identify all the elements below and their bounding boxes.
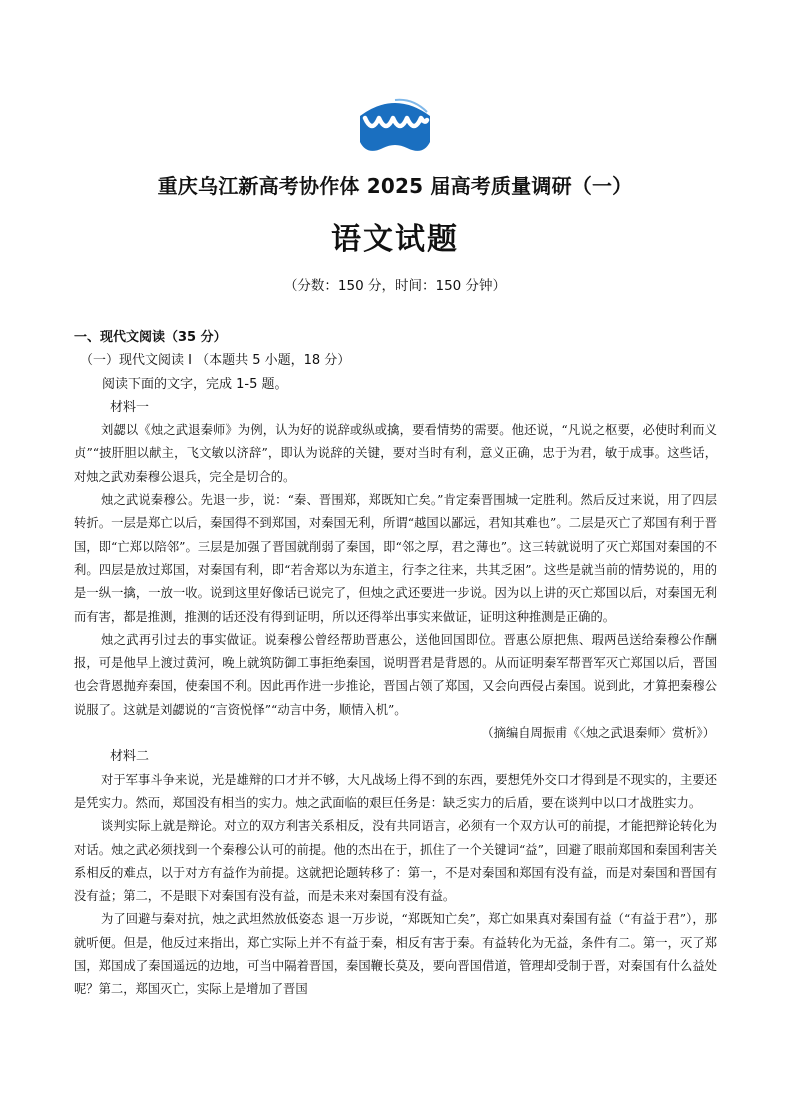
subject-title: 语文试题 [331, 222, 459, 257]
material-2-label: 材料二 [110, 749, 150, 765]
material-1-label: 材料一 [110, 399, 150, 415]
material-2-paragraph: 对于军事斗争来说，光是雄辩的口才并不够，大凡战场上得不到的东西，要想凭外交口才得到是不现实的，主要还是凭实力。然而，郑国没有相当的实力。烛之武面临的艰巨任务是：缺乏实力的后盾，要在谈判中以口才战胜实力。 [74, 772, 717, 810]
exam-meta: （分数：150 分，时间：150 分钟） [283, 278, 507, 294]
material-2-paragraph: 为了回避与秦对抗，烛之武坦然放低姿态 退一万步说，“郑既知亡矣”，郑亡如果真对秦国有益（“有益于君”），那就听便。但是，他反过来指出，郑亡实际上并不有益于秦，相反有害于秦。有益转化为无益，条件有二。第一，灭了郑国，郑国成了秦国遥远的边地，可当中隔着晋国，秦国鞭长莫及，要向晋国借道，管理却受制于晋，对秦国有什么益处呢？第二，郑国灭亡，实际上是增加了晋国 [74, 912, 717, 997]
reading-instruction: 阅读下面的文字，完成 1-5 题。 [102, 376, 288, 392]
exam-title: 重庆乌江新高考协作体 2025 届高考质量调研（一） [157, 174, 633, 198]
wave-logo-icon [355, 98, 435, 158]
exam-content [74, 326, 717, 1002]
subsection-heading: （一）现代文阅读 Ⅰ （本题共 5 小题，18 分） [80, 353, 351, 369]
section-heading: 一、现代文阅读（35 分） [74, 330, 227, 345]
material-1-paragraph: 烛之武说秦穆公。先退一步，说：“秦、晋围郑，郑既知亡矣。”肯定秦晋围城一定胜利。然后反过来说，用了四层转折。一层是郑亡以后，秦国得不到郑国，对秦国无利，所谓“越国以鄙远，君知其难也”。二层是灭亡了郑国有利于晋国，即“亡郑以陪邻”。三层是加强了晋国就削弱了秦国，即“邻之厚，君之薄也”。这三转就说明了灭亡郑国对秦国的不利。四层是放过郑国，对秦国有利，即“若舍郑以为东道主，行李之往来，共其乏困”。这些是就当前的情势说的，用的是一纵一擒，一放一收。说到这里好像话已说完了，但烛之武还要进一步说。因为以上讲的灭亡郑国以后，对秦国无利而有害，都是推测，推测的话还没有得到证明，所以还得举出事实来做证，证明这种推测是正确的。 [74, 493, 717, 624]
material-1-source: （摘编自周振甫《〈烛之武退秦师〉赏析》） [481, 726, 715, 741]
material-1-paragraph: 烛之武再引过去的事实做证。说秦穆公曾经帮助晋惠公，送他回国即位。晋惠公原把焦、瑕两邑送给秦穆公作酬报，可是他早上渡过黄河，晚上就筑防御工事拒绝秦国，说明晋君是背恩的。从而证明秦军帮晋军灭亡郑国以后，晋国也会背恩抛弃秦国，使秦国不利。因此再作进一步推论，晋国占领了郑国，又会向西侵占秦国。说到此，才算把秦穆公说服了。这就是刘勰说的“言资悦怿”“动言中务，顺情入机”。 [74, 632, 717, 717]
material-1-paragraph: 刘勰以《烛之武退秦师》为例，认为好的说辞或纵或擒，要看情势的需要。他还说，“凡说之枢要，必使时利而义贞”“披肝胆以献主，飞文敏以济辞”，即认为说辞的关键，要对当时有利，意义正确，忠于为君，敏于成事。这些话，对烛之武劝秦穆公退兵，完全是切合的。 [74, 423, 717, 484]
material-2-paragraph: 谈判实际上就是辩论。对立的双方利害关系相反，没有共同语言，必须有一个双方认可的前提，才能把辩论转化为对话。烛之武必须找到一个秦穆公认可的前提。他的杰出在于，抓住了一个关键词“益”，回避了眼前郑国和秦国利害关系相反的难点，以于对方有益作为前提。这就把论题转移了：第一，不是对秦国和郑国有没有益，而是对秦国和晋国有没有益；第二，不是眼下对秦国有没有益，而是未来对秦国有没有益。 [74, 819, 717, 904]
